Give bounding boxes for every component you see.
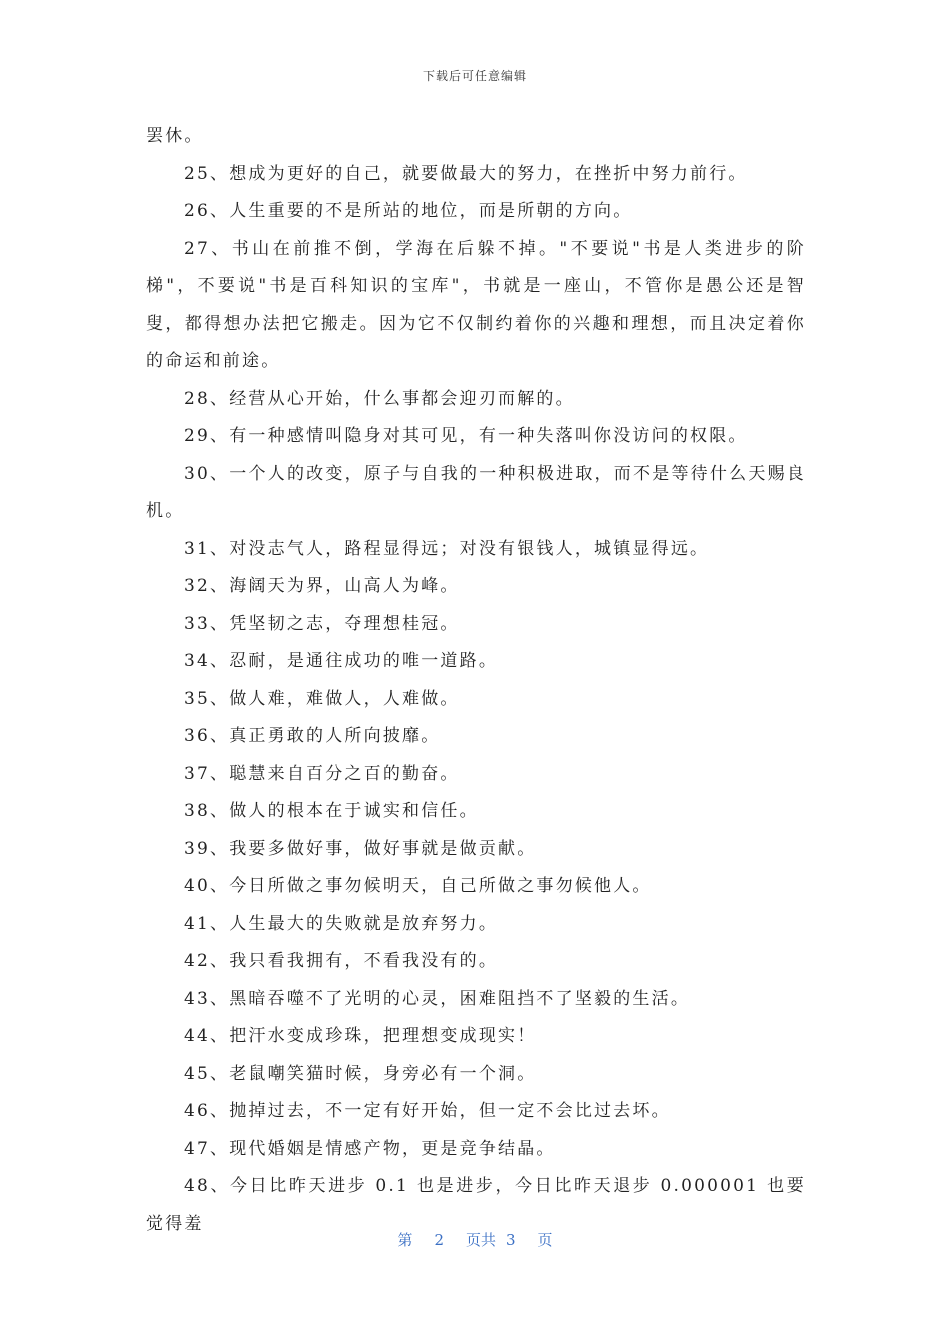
- paragraph: 38、做人的根本在于诚实和信任。: [184, 801, 479, 821]
- paragraph: 47、现代婚姻是情感产物，更是竞争结晶。: [184, 1138, 556, 1159]
- paragraph: 27、书山在前推不倒，学海在后躲不掉。"不要说"书是人类进步的阶梯"，不要说"书是百科知识的宝库"，书就是一座山，不管你是愚公还是智叟，都得想办法把它搬走。因为它不仅制约着你的兴趣和理想，而且决定着你的命运和前途。: [146, 238, 806, 371]
- page-prefix: 第: [397, 1231, 413, 1249]
- paragraph: 42、我只看我拥有，不看我没有的。: [184, 951, 499, 971]
- paragraph: 25、想成为更好的自己，就要做最大的努力，在挫折中努力前行。: [184, 163, 748, 184]
- paragraph: 44、把汗水变成珍珠，把理想变成现实！: [184, 1026, 537, 1046]
- paragraph: 31、对没志气人，路程显得远；对没有银钱人，城镇显得远。: [184, 538, 710, 559]
- page-middle: 页共: [465, 1231, 496, 1249]
- paragraph: 37、聪慧来自百分之百的勤奋。: [184, 763, 460, 784]
- page-suffix: 页: [537, 1231, 553, 1249]
- paragraph: 罢休。: [146, 126, 204, 146]
- paragraph: 43、黑暗吞噬不了光明的心灵，困难阻挡不了坚毅的生活。: [184, 988, 691, 1009]
- paragraph: 29、有一种感情叫隐身对其可见，有一种失落叫你没访问的权限。: [184, 426, 748, 446]
- paragraph: 48、今日比昨天进步 0.1 也是进步，今日比昨天退步 0.000001 也要觉得羞: [146, 1176, 806, 1234]
- paragraph: 41、人生最大的失败就是放弃努力。: [184, 913, 499, 934]
- paragraph: 46、抛掉过去，不一定有好开始，但一定不会比过去坏。: [184, 1101, 671, 1121]
- current-page-number: 2: [434, 1231, 444, 1249]
- paragraph: 40、今日所做之事勿候明天，自己所做之事勿候他人。: [184, 876, 652, 896]
- paragraph: 39、我要多做好事，做好事就是做贡献。: [184, 838, 537, 859]
- paragraph: 28、经营从心开始，什么事都会迎刃而解的。: [184, 388, 575, 409]
- paragraph: 26、人生重要的不是所站的地位，而是所朝的方向。: [184, 201, 633, 221]
- paragraph: 34、忍耐，是通往成功的唯一道路。: [184, 651, 499, 671]
- paragraph: 35、做人难，难做人，人难做。: [184, 688, 460, 709]
- paragraph: 30、一个人的改变，原子与自我的一种积极进取，而不是等待什么天赐良机。: [146, 463, 806, 521]
- total-pages-number: 3: [506, 1231, 516, 1249]
- page-header: 下载后可任意编辑: [422, 69, 527, 83]
- page-footer: [0, 1229, 950, 1250]
- document-body: [146, 118, 806, 1243]
- paragraph: 45、老鼠嘲笑猫时候，身旁必有一个洞。: [184, 1063, 537, 1084]
- paragraph: 32、海阔天为界，山高人为峰。: [184, 576, 460, 596]
- paragraph: 36、真正勇敢的人所向披靡。: [184, 726, 441, 746]
- paragraph: 33、凭坚韧之志，夺理想桂冠。: [184, 613, 460, 634]
